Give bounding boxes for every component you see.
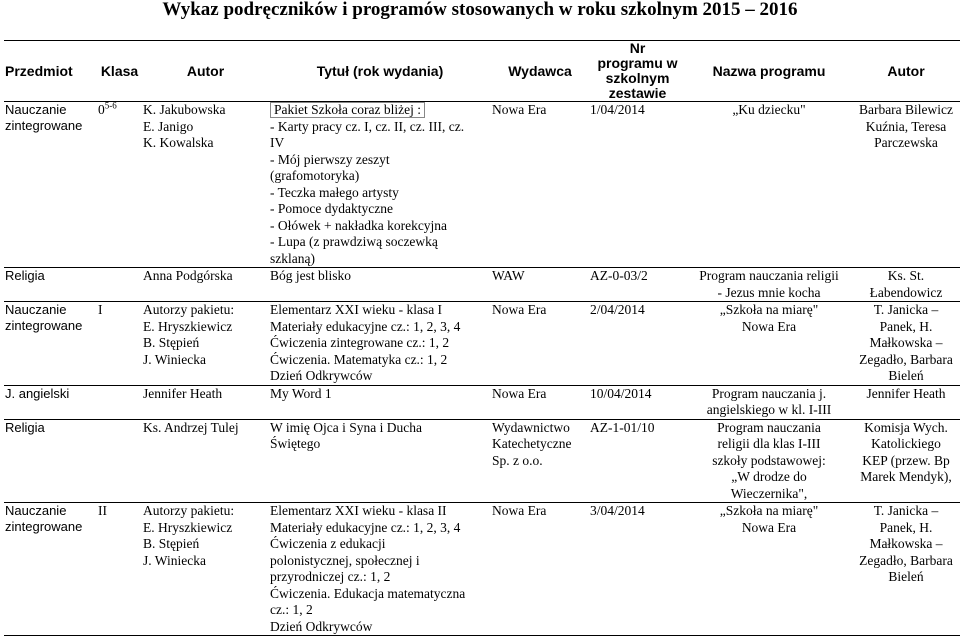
wydawca-line: WAW	[492, 268, 525, 283]
przedmiot-line: zintegrowane	[5, 318, 83, 333]
cell-autor-programu	[852, 503, 960, 636]
cell-autor-programu	[852, 302, 960, 386]
nazwa-programu-line: - Jezus mnie kocha	[717, 284, 821, 300]
autor-programu-line: Marek Mendyk),	[860, 469, 952, 484]
nazwa-programu-line: „Szkoła na miarę"	[719, 302, 819, 317]
autor-programu-line: Zegadło, Barbara	[859, 552, 953, 568]
autor-programu-line: Zegadło, Barbara	[859, 351, 953, 367]
autor-programu-line: Małkowska –	[869, 335, 943, 350]
cell-przedmiot	[4, 102, 97, 268]
autor-programu-line: Łabendowicz	[869, 284, 943, 300]
autor-line: Ks. Andrzej Tulej	[143, 419, 239, 435]
autor-line: E. Janigo	[143, 118, 194, 134]
tytul-line: - Lupa (z prawdziwą soczewką	[270, 234, 438, 249]
cell-wydawca	[491, 385, 589, 419]
tytul-line: IV	[270, 135, 285, 150]
cell-autor	[142, 385, 269, 419]
przedmiot-line: zintegrowane	[5, 519, 83, 534]
cell-nazwa-programu	[686, 268, 852, 302]
autor-programu-line: Katolickiego	[871, 436, 941, 451]
cell-tytul	[269, 268, 491, 302]
header-nr-line: szkolnym	[605, 70, 670, 86]
autor-programu-line: Komisja Wych.	[864, 419, 948, 435]
autor-programu-line: Parczewska	[874, 135, 938, 150]
autor-programu-line: Ks. St.	[887, 268, 925, 283]
cell-nazwa-programu	[686, 102, 852, 268]
przedmiot-line: Nauczanie	[5, 503, 67, 518]
header-klasa: Klasa	[97, 41, 142, 102]
page-title: Wykaz podręczników i programów stosowanych w roku szkolnym 2015 – 2016	[162, 0, 798, 20]
table-row	[4, 385, 960, 419]
cell-autor-programu	[852, 268, 960, 302]
tytul-line: - Ołówek + nakładka korekcyjna	[270, 217, 448, 233]
header-autor: Autor	[142, 41, 269, 102]
table-row	[4, 503, 960, 636]
autor-programu-line: Małkowska –	[869, 536, 943, 551]
autor-programu-line: Barbara Bilewicz	[858, 102, 954, 117]
autor-programu-line: T. Janicka –	[873, 503, 939, 518]
cell-nazwa-programu	[686, 385, 852, 419]
klasa-superscript: 5-6	[104, 101, 117, 111]
nazwa-programu-line: angielskiego w kl. I-III	[706, 402, 832, 417]
tytul-line: - Karty pracy cz. I, cz. II, cz. III, cz.	[270, 118, 465, 134]
tytul-line: My Word 1	[270, 385, 332, 401]
cell-wydawca	[491, 268, 589, 302]
przedmiot-line: Nauczanie	[5, 302, 67, 317]
tytul-line: (grafomotoryka)	[270, 168, 360, 183]
tytul-line: Elementarz XXI wieku - klasa II	[270, 503, 447, 518]
table-row	[4, 302, 960, 386]
autor-programu-line: Bieleń	[888, 569, 924, 584]
wydawca-line: Nowa Era	[492, 302, 547, 317]
wydawca-line: Nowa Era	[492, 102, 547, 117]
autor-line: K. Kowalska	[143, 135, 214, 150]
cell-klasa	[97, 102, 142, 268]
cell-przedmiot	[4, 503, 97, 636]
autor-programu-line: KEP (przew. Bp	[862, 452, 950, 468]
przedmiot-line: Religia	[5, 268, 45, 283]
cell-nazwa-programu	[686, 302, 852, 386]
nr-text: 2/04/2014	[590, 302, 645, 317]
cell-nazwa-programu	[686, 419, 852, 503]
tytul-line: - Teczka małego artysty	[270, 184, 399, 200]
table-row	[4, 419, 960, 503]
autor-line: E. Hryszkiewicz	[143, 318, 233, 334]
wydawca-line: Nowa Era	[492, 385, 547, 401]
table-body	[4, 102, 960, 636]
cell-tytul	[269, 302, 491, 386]
nr-text: 1/04/2014	[590, 102, 645, 117]
przedmiot-line: J. angielski	[5, 385, 70, 401]
nr-text: 3/04/2014	[590, 503, 645, 518]
nr-text: 10/04/2014	[590, 385, 652, 401]
cell-przedmiot	[4, 419, 97, 503]
tytul-line: - Mój pierwszy zeszyt	[270, 151, 390, 167]
wydawca-line: Sp. z o.o.	[492, 452, 543, 468]
tytul-line: Materiały edukacyjne cz.: 1, 2, 3, 4	[270, 318, 461, 334]
autor-programu-line: Panek, H.	[879, 318, 933, 334]
autor-line: K. Jakubowska	[143, 102, 226, 117]
nazwa-programu-line: Nowa Era	[741, 519, 797, 535]
cell-klasa	[97, 503, 142, 636]
cell-autor-programu	[852, 419, 960, 503]
nazwa-programu-line: Nowa Era	[741, 318, 797, 334]
cell-przedmiot	[4, 268, 97, 302]
tytul-line: Dzień Odkrywców	[270, 618, 373, 634]
cell-wydawca	[491, 302, 589, 386]
header-nazwa-programu: Nazwa programu	[686, 41, 852, 102]
autor-line: B. Stępień	[143, 335, 200, 350]
cell-nr-programu	[589, 503, 686, 636]
tytul-line: Materiały edukacyjne cz.: 1, 2, 3, 4	[270, 519, 461, 535]
header-nr-line: Nr	[629, 40, 646, 56]
autor-programu-line: Kuźnia, Teresa	[865, 118, 947, 134]
cell-tytul	[269, 503, 491, 636]
autor-line: Anna Podgórska	[143, 268, 233, 283]
autor-line: J. Winiecka	[143, 552, 206, 568]
nr-text: AZ-0-03/2	[590, 268, 648, 283]
tytul-line: polonistycznej, społecznej i	[270, 552, 420, 568]
table-row	[4, 102, 960, 268]
nazwa-programu-line: Program nauczania	[717, 419, 821, 435]
header-tytul: Tytuł (rok wydania)	[269, 41, 491, 102]
klasa-text: II	[98, 503, 107, 518]
przedmiot-line: Religia	[5, 419, 45, 435]
header-przedmiot: Przedmiot	[4, 41, 97, 102]
nazwa-programu-line: „Szkoła na miarę"	[719, 503, 819, 518]
cell-klasa	[97, 419, 142, 503]
cell-nr-programu	[589, 268, 686, 302]
table-header-row	[4, 41, 960, 102]
klasa-text: I	[98, 302, 103, 317]
autor-programu-line: Jennifer Heath	[866, 385, 946, 401]
wydawca-line: Nowa Era	[492, 503, 547, 518]
cell-autor	[142, 102, 269, 268]
autor-line: Jennifer Heath	[143, 385, 223, 401]
tytul-line: szklaną)	[270, 250, 315, 266]
autor-programu-line: Panek, H.	[879, 519, 933, 535]
textbook-table	[4, 40, 960, 636]
tytul-line: przyrodniczej cz.: 1, 2	[270, 569, 391, 584]
cell-nr-programu	[589, 385, 686, 419]
tytul-line: Pakiet Szkoła coraz bliżej :	[270, 102, 425, 118]
cell-nazwa-programu	[686, 503, 852, 636]
cell-wydawca	[491, 102, 589, 268]
tytul-line: - Pomoce dydaktyczne	[270, 201, 393, 216]
cell-autor	[142, 503, 269, 636]
autor-line: Autorzy pakietu:	[143, 503, 235, 518]
cell-klasa	[97, 302, 142, 386]
wydawca-line: Katechetyczne	[492, 436, 572, 451]
autor-line: Autorzy pakietu:	[143, 302, 235, 317]
nazwa-programu-line: Program nauczania j.	[711, 385, 827, 401]
cell-przedmiot	[4, 385, 97, 419]
cell-nr-programu	[589, 302, 686, 386]
tytul-line: Dzień Odkrywców	[270, 368, 373, 383]
nr-text: AZ-1-01/10	[590, 419, 655, 435]
autor-line: J. Winiecka	[143, 351, 206, 367]
cell-autor	[142, 268, 269, 302]
tytul-line: Ćwiczenia. Edukacja matematyczna	[270, 585, 466, 601]
tytul-line: Ćwiczenia zintegrowane cz.: 1, 2	[270, 335, 450, 350]
wydawca-line: Wydawnictwo	[492, 419, 570, 435]
cell-tytul	[269, 102, 491, 268]
header-nr-line: programu w	[597, 55, 678, 71]
cell-autor	[142, 419, 269, 503]
nazwa-programu-line: „W drodze do	[731, 469, 807, 484]
nazwa-programu-line: Program nauczania religii	[699, 268, 839, 283]
table-row	[4, 268, 960, 302]
cell-nr-programu	[589, 419, 686, 503]
tytul-line: Bóg jest blisko	[270, 268, 352, 283]
cell-autor-programu	[852, 102, 960, 268]
cell-nr-programu	[589, 102, 686, 268]
tytul-line: Elementarz XXI wieku - klasa I	[270, 302, 443, 317]
autor-line: E. Hryszkiewicz	[143, 519, 233, 535]
cell-klasa	[97, 385, 142, 419]
header-nr-line: zestawie	[608, 85, 667, 101]
autor-programu-line: Bieleń	[888, 368, 924, 383]
przedmiot-line: Nauczanie	[5, 102, 67, 117]
tytul-line: Świętego	[270, 436, 321, 451]
cell-wydawca	[491, 503, 589, 636]
nazwa-programu-line: szkoły podstawowej:	[712, 452, 826, 468]
autor-programu-line: T. Janicka –	[873, 302, 939, 317]
nazwa-programu-line: „Ku dziecku"	[732, 102, 806, 117]
tytul-line: Ćwiczenia z edukacji	[270, 536, 386, 551]
przedmiot-line: zintegrowane	[5, 118, 83, 133]
cell-klasa	[97, 268, 142, 302]
cell-wydawca	[491, 419, 589, 503]
tytul-line: Ćwiczenia. Matematyka cz.: 1, 2	[270, 351, 448, 367]
header-wydawca: Wydawca	[491, 41, 589, 102]
cell-tytul	[269, 385, 491, 419]
header-autor-programu: Autor	[852, 41, 960, 102]
cell-autor-programu	[852, 385, 960, 419]
nazwa-programu-line: religii dla klas I-III	[717, 436, 821, 451]
cell-autor	[142, 302, 269, 386]
header-nr-programu	[589, 41, 686, 102]
cell-przedmiot	[4, 302, 97, 386]
autor-line: B. Stępień	[143, 536, 200, 551]
tytul-line: W imię Ojca i Syna i Ducha	[270, 419, 422, 435]
tytul-line: cz.: 1, 2	[270, 602, 313, 617]
klasa-text: 0	[98, 102, 105, 117]
cell-tytul	[269, 419, 491, 503]
nazwa-programu-line: Wieczernika",	[730, 485, 808, 501]
